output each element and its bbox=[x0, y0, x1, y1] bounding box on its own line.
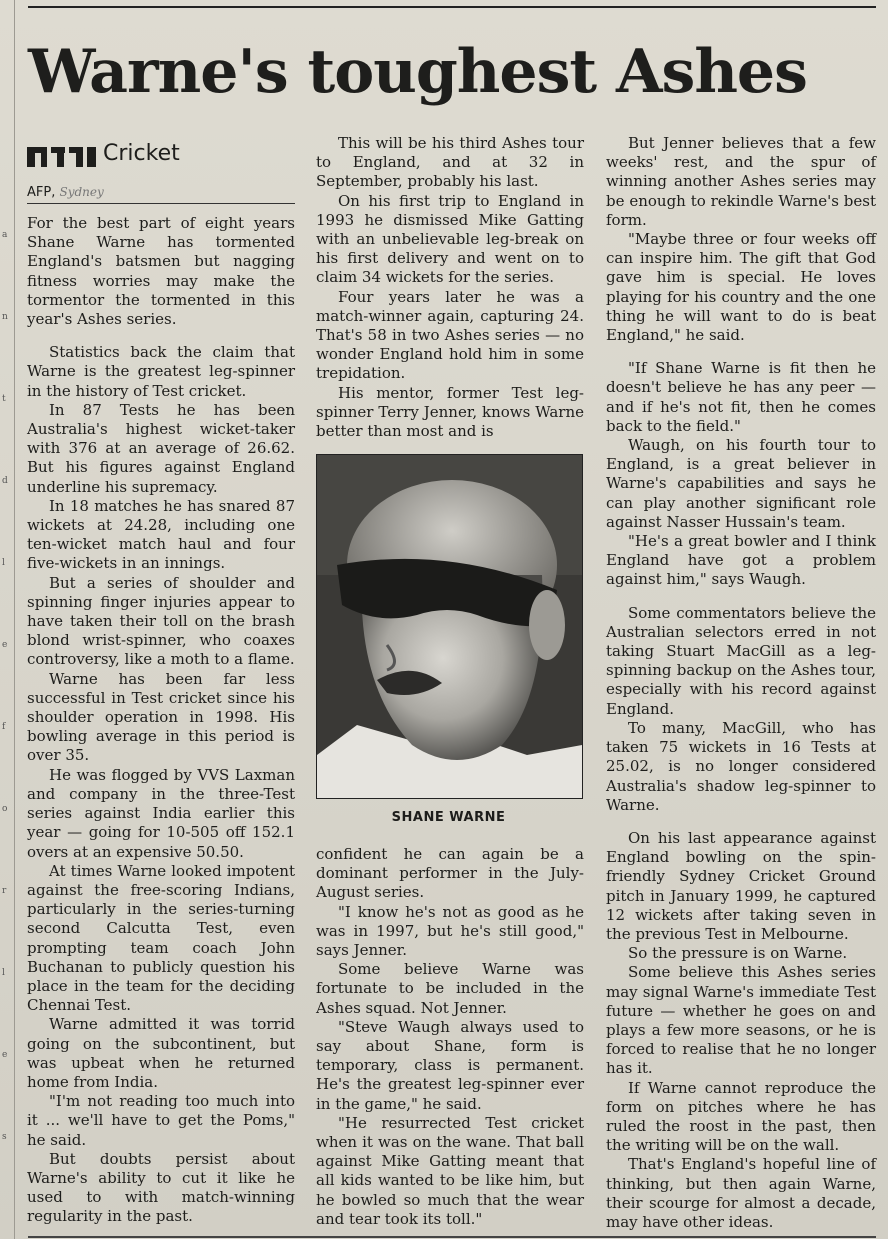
paragraph: He was flogged by VVS Laxman and company in the three-Test series against India earlier this year — going for 10-505 off 152.1 overs at an expensive 50.50. bbox=[27, 765, 295, 861]
top-rule bbox=[28, 6, 876, 8]
margin-mark: l bbox=[2, 968, 5, 978]
byline-location: Sydney bbox=[59, 185, 104, 199]
margin-mark: t bbox=[2, 394, 6, 404]
paragraph: "Maybe three or four weeks off can inspire him. The gift that God gave him is special. He loves playing for his country and the one thing he will want to do is beat England," he said. bbox=[606, 230, 876, 345]
paragraph: "He's a great bowler and I think England have got a problem against him," says Waugh. bbox=[606, 532, 876, 589]
adjacent-column-edge bbox=[0, 0, 15, 1239]
paragraph: Waugh, on his fourth tour to England, is a great believer in Warne's capabilities and says he can play another significant role against Nasser Hussain's team. bbox=[606, 436, 876, 531]
paragraph: Warne has been far less successful in Test cricket since his shoulder operation in 1998. His bowling average in this period is over 35. bbox=[27, 669, 295, 765]
paragraph: But a series of shoulder and spinning finger injuries appear to have taken their toll on the brash blond wrist-spinner, who coaxes controversy, like a moth to a flame. bbox=[27, 573, 295, 669]
paragraph: In 87 Tests he has been Australia's highest wicket-taker with 376 at an average of 26.62. But his figures against England underline his supremacy. bbox=[27, 400, 295, 496]
paragraph: If Warne cannot reproduce the form on pitches where he has ruled the roost in the past, then the writing will be on the wall. bbox=[606, 1078, 876, 1155]
byline-agency: AFP, bbox=[27, 185, 56, 200]
paragraph: Some commentators believe the Australian selectors erred in not taking Stuart MacGill as a leg-spinning backup on the Ashes tour, especially with his record against England. bbox=[606, 603, 876, 718]
paragraph: But doubts persist about Warne's ability to cut it like he used to with match-winning regularity in the past. bbox=[27, 1149, 295, 1226]
paragraph: "I know he's not as good as he was in 1997, but he's still good," says Jenner. bbox=[316, 902, 584, 960]
section-label: Cricket bbox=[103, 141, 180, 166]
paragraph: Some believe this Ashes series may signal Warne's immediate Test future — whether he goes on and plays a few more seasons, or he is forced to realise that he no longer has it. bbox=[606, 963, 876, 1078]
margin-mark: e bbox=[2, 640, 8, 650]
paragraph: That's England's hopeful line of thinking, but then again Warne, their scourge for almost a decade, may have other ideas. bbox=[606, 1155, 876, 1231]
margin-mark: n bbox=[2, 312, 8, 322]
margin-mark: f bbox=[2, 722, 6, 732]
paragraph: Statistics back the claim that Warne is the greatest leg-spinner in the history of Test cricket. bbox=[27, 343, 295, 400]
photo-shane-warne bbox=[316, 454, 583, 799]
article-column-2-top bbox=[316, 134, 584, 441]
paragraph: So the pressure is on Warne. bbox=[628, 944, 848, 963]
paragraph: But Jenner believes that a few weeks' rest, and the spur of winning another Ashes series may be enough to rekindle Warne's best form. bbox=[606, 134, 876, 229]
photo-caption: SHANE WARNE bbox=[391, 810, 506, 825]
margin-mark: a bbox=[2, 230, 8, 240]
paragraph: In 18 matches he has snared 87 wickets at 24.28, including one ten-wicket match haul and four five-wickets in an innings. bbox=[27, 496, 295, 573]
paragraph: "If Shane Warne is fit then he doesn't believe he has any peer — and if he's not fit, then he comes back to the field." bbox=[606, 359, 876, 435]
paragraph: Warne admitted it was torrid going on the subcontinent, but was upbeat when he returned home from India. bbox=[27, 1015, 295, 1091]
margin-mark: d bbox=[2, 476, 8, 486]
bottom-rule bbox=[28, 1236, 876, 1238]
article-column-2-bottom bbox=[316, 845, 584, 1229]
paragraph: For the best part of eight years Shane Warne has tormented England's batsmen but nagging fitness worries may make the tormentor the tormented in this year's Ashes series. bbox=[27, 214, 295, 329]
portrait-image bbox=[317, 455, 582, 798]
margin-mark: r bbox=[2, 886, 7, 896]
article-column-1 bbox=[27, 214, 295, 1227]
margin-mark: s bbox=[2, 1132, 7, 1142]
paragraph: At times Warne looked impotent against the free-scoring Indians, particularly in the series-turning second Calcutta Test, even prompting team coach John Buchanan to publicly question his place in the team for the deciding Chennai Test. bbox=[27, 861, 295, 1015]
paragraph: On his first trip to England in 1993 he dismissed Mike Gatting with an unbelievable leg-break on his first delivery and went on to claim 34 wickets for the series. bbox=[316, 191, 584, 287]
paragraph: To many, MacGill, who has taken 75 wickets in 16 Tests at 25.02, is no longer considered Australia's shadow leg-spinner to Warne. bbox=[606, 718, 876, 814]
margin-mark: l bbox=[2, 558, 5, 568]
section-header bbox=[27, 140, 295, 172]
paragraph: On his last appearance against England bowling on the spin-friendly Sydney Cricket Ground pitch in January 1999, he captured 12 wickets after taking seven in the previous Test in Melbourne. bbox=[606, 828, 876, 943]
paragraph: "Steve Waugh always used to say about Shane, form is temporary, class is permanent. He's the greatest leg-spinner ever in the game," he said. bbox=[316, 1017, 584, 1113]
article-column-3 bbox=[606, 134, 876, 1232]
paragraph: Four years later he was a match-winner again, capturing 24. That's 58 in two Ashes series — no wonder England hold him in some trepidation. bbox=[316, 287, 584, 383]
paragraph: "I'm not reading too much into it ... we'll have to get the Poms," he said. bbox=[27, 1092, 295, 1149]
byline bbox=[27, 183, 295, 202]
headline: Warne's toughest Ashes bbox=[28, 37, 807, 107]
paragraph: This will be his third Ashes tour to England, and at 32 in September, probably his last. bbox=[316, 134, 584, 191]
paragraph: "He resurrected Test cricket when it was on the wane. That ball against Mike Gatting meant that all kids wanted to be like him, but he bowled so much that the wear and tear took its toll." bbox=[316, 1113, 584, 1228]
paragraph: His mentor, former Test leg-spinner Terry Jenner, knows Warne better than most and is bbox=[316, 383, 584, 441]
cricket-section-logo-icon bbox=[27, 143, 99, 169]
paragraph: Some believe Warne was fortunate to be included in the Ashes squad. Not Jenner. bbox=[316, 960, 584, 1017]
byline-rule bbox=[27, 203, 295, 204]
paragraph: confident he can again be a dominant performer in the July-August series. bbox=[316, 845, 584, 902]
margin-mark: e bbox=[2, 1050, 8, 1060]
margin-mark: o bbox=[2, 804, 8, 814]
